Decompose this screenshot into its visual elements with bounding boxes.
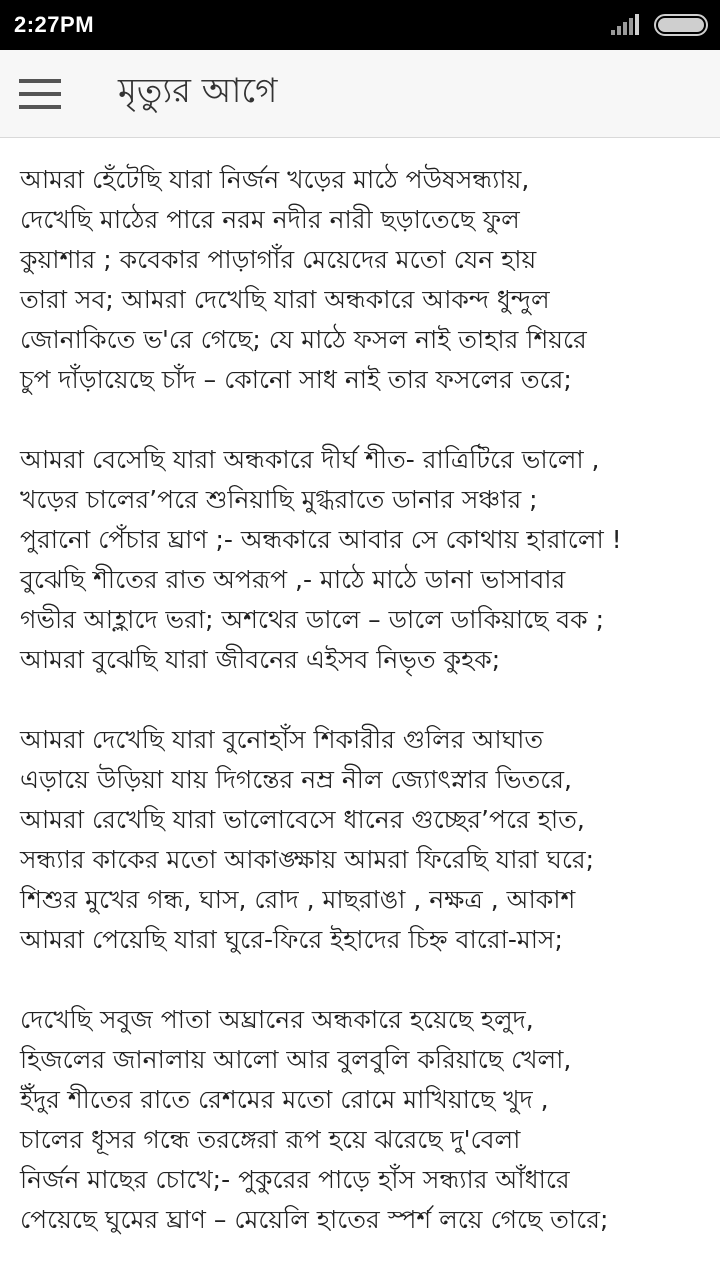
poem-line: দেখেছি মাঠের পারে নরম নদীর নারী ছড়াতেছে ফুল	[20, 205, 520, 234]
poem-line: কুয়াশার ; কবেকার পাড়াগাঁর মেয়েদের মতো যেন হায়	[20, 245, 537, 274]
poem-line: হিজলের জানালায় আলো আর বুলবুলি করিয়াছে খেলা,	[20, 1045, 572, 1074]
poem-line: দেখেছি সবুজ পাতা অঘ্রানের অন্ধকারে হয়েছে হলুদ,	[20, 1005, 534, 1034]
poem-line: আমরা রেখেছি যারা ভালোবেসে ধানের গুচ্ছের’পরে হাত,	[20, 805, 585, 834]
status-icons	[610, 14, 708, 36]
hamburger-menu-icon	[19, 79, 61, 109]
status-time: 2:27PM	[14, 12, 95, 37]
poem-line: আমরা পেয়েছি যারা ঘুরে-ফিরে ইহাদের চিহ্ন বারো-মাস;	[20, 925, 563, 954]
poem-line: গভীর আহ্লাদে ভরা; অশথের ডালে – ডালে ডাকিয়াছে বক ;	[20, 605, 605, 634]
poem-content[interactable]	[0, 138, 720, 1280]
page-title: মৃত্যুর আগে	[118, 71, 278, 111]
poem-line: সন্ধ্যার কাকের মতো আকাঙ্ক্ষায় আমরা ফিরেছি যারা ঘরে;	[20, 845, 595, 874]
poem-line: আমরা হেঁটেছি যারা নির্জন খড়ের মাঠে পউষসন্ধ্যায়,	[20, 165, 530, 194]
battery-icon	[654, 14, 708, 36]
app-bar	[0, 50, 720, 138]
poem-stanza	[20, 160, 700, 400]
poem-stanza	[20, 440, 700, 680]
poem-line: পুরানো পেঁচার ঘ্রাণ ;- অন্ধকারে আবার সে কোথায় হারালো !	[20, 525, 622, 554]
poem-line: নির্জন মাছের চোখে;- পুকুরের পাড়ে হাঁস সন্ধ্যার আঁধারে	[20, 1165, 570, 1194]
poem-line: আমরা দেখেছি যারা বুনোহাঁস শিকারীর গুলির আঘাত	[20, 725, 544, 754]
poem-stanza	[20, 720, 700, 960]
poem-line: আমরা বেসেছি যারা অন্ধকারে দীর্ঘ শীত- রাত্রিটিরে ভালো ,	[20, 445, 600, 474]
poem-line: ইঁদুর শীতের রাতে রেশমের মতো রোমে মাখিয়াছে খুদ ,	[20, 1085, 549, 1114]
poem-line: চুপ দাঁড়ায়েছে চাঁদ – কোনো সাধ নাই তার ফসলের তরে;	[20, 365, 572, 394]
status-bar	[0, 0, 720, 50]
poem-line: বুঝেছি শীতের রাত অপরূপ ,- মাঠে মাঠে ডানা ভাসাবার	[20, 565, 566, 594]
poem-line: আমরা বুঝেছি যারা জীবনের এইসব নিভৃত কুহক;	[20, 645, 501, 674]
poem-line: জোনাকিতে ভ'রে গেছে; যে মাঠে ফসল নাই তাহার শিয়রে	[20, 325, 587, 354]
poem-line: তারা সব; আমরা দেখেছি যারা অন্ধকারে আকন্দ ধুন্দুল	[20, 285, 550, 314]
poem-line: খড়ের চালের’পরে শুনিয়াছি মুগ্ধরাতে ডানার সঞ্চার ;	[20, 485, 538, 514]
poem-line: চালের ধূসর গন্ধে তরঙ্গেরা রূপ হয়ে ঝরেছে দু'বেলা	[20, 1125, 521, 1154]
poem-line: শিশুর মুখের গন্ধ, ঘাস, রোদ , মাছরাঙা , নক্ষত্র , আকাশ	[20, 885, 576, 914]
poem-stanza	[20, 1000, 700, 1240]
poem-line: এড়ায়ে উড়িয়া যায় দিগন্তের নম্র নীল জ্যোৎস্নার ভিতরে,	[20, 765, 572, 794]
poem-line: পেয়েছে ঘুমের ঘ্রাণ – মেয়েলি হাতের স্পর্শ লয়ে গেছে তারে;	[20, 1205, 609, 1234]
hamburger-menu-button[interactable]	[0, 50, 80, 138]
battery-level	[658, 18, 704, 32]
signal-icon	[610, 14, 640, 36]
